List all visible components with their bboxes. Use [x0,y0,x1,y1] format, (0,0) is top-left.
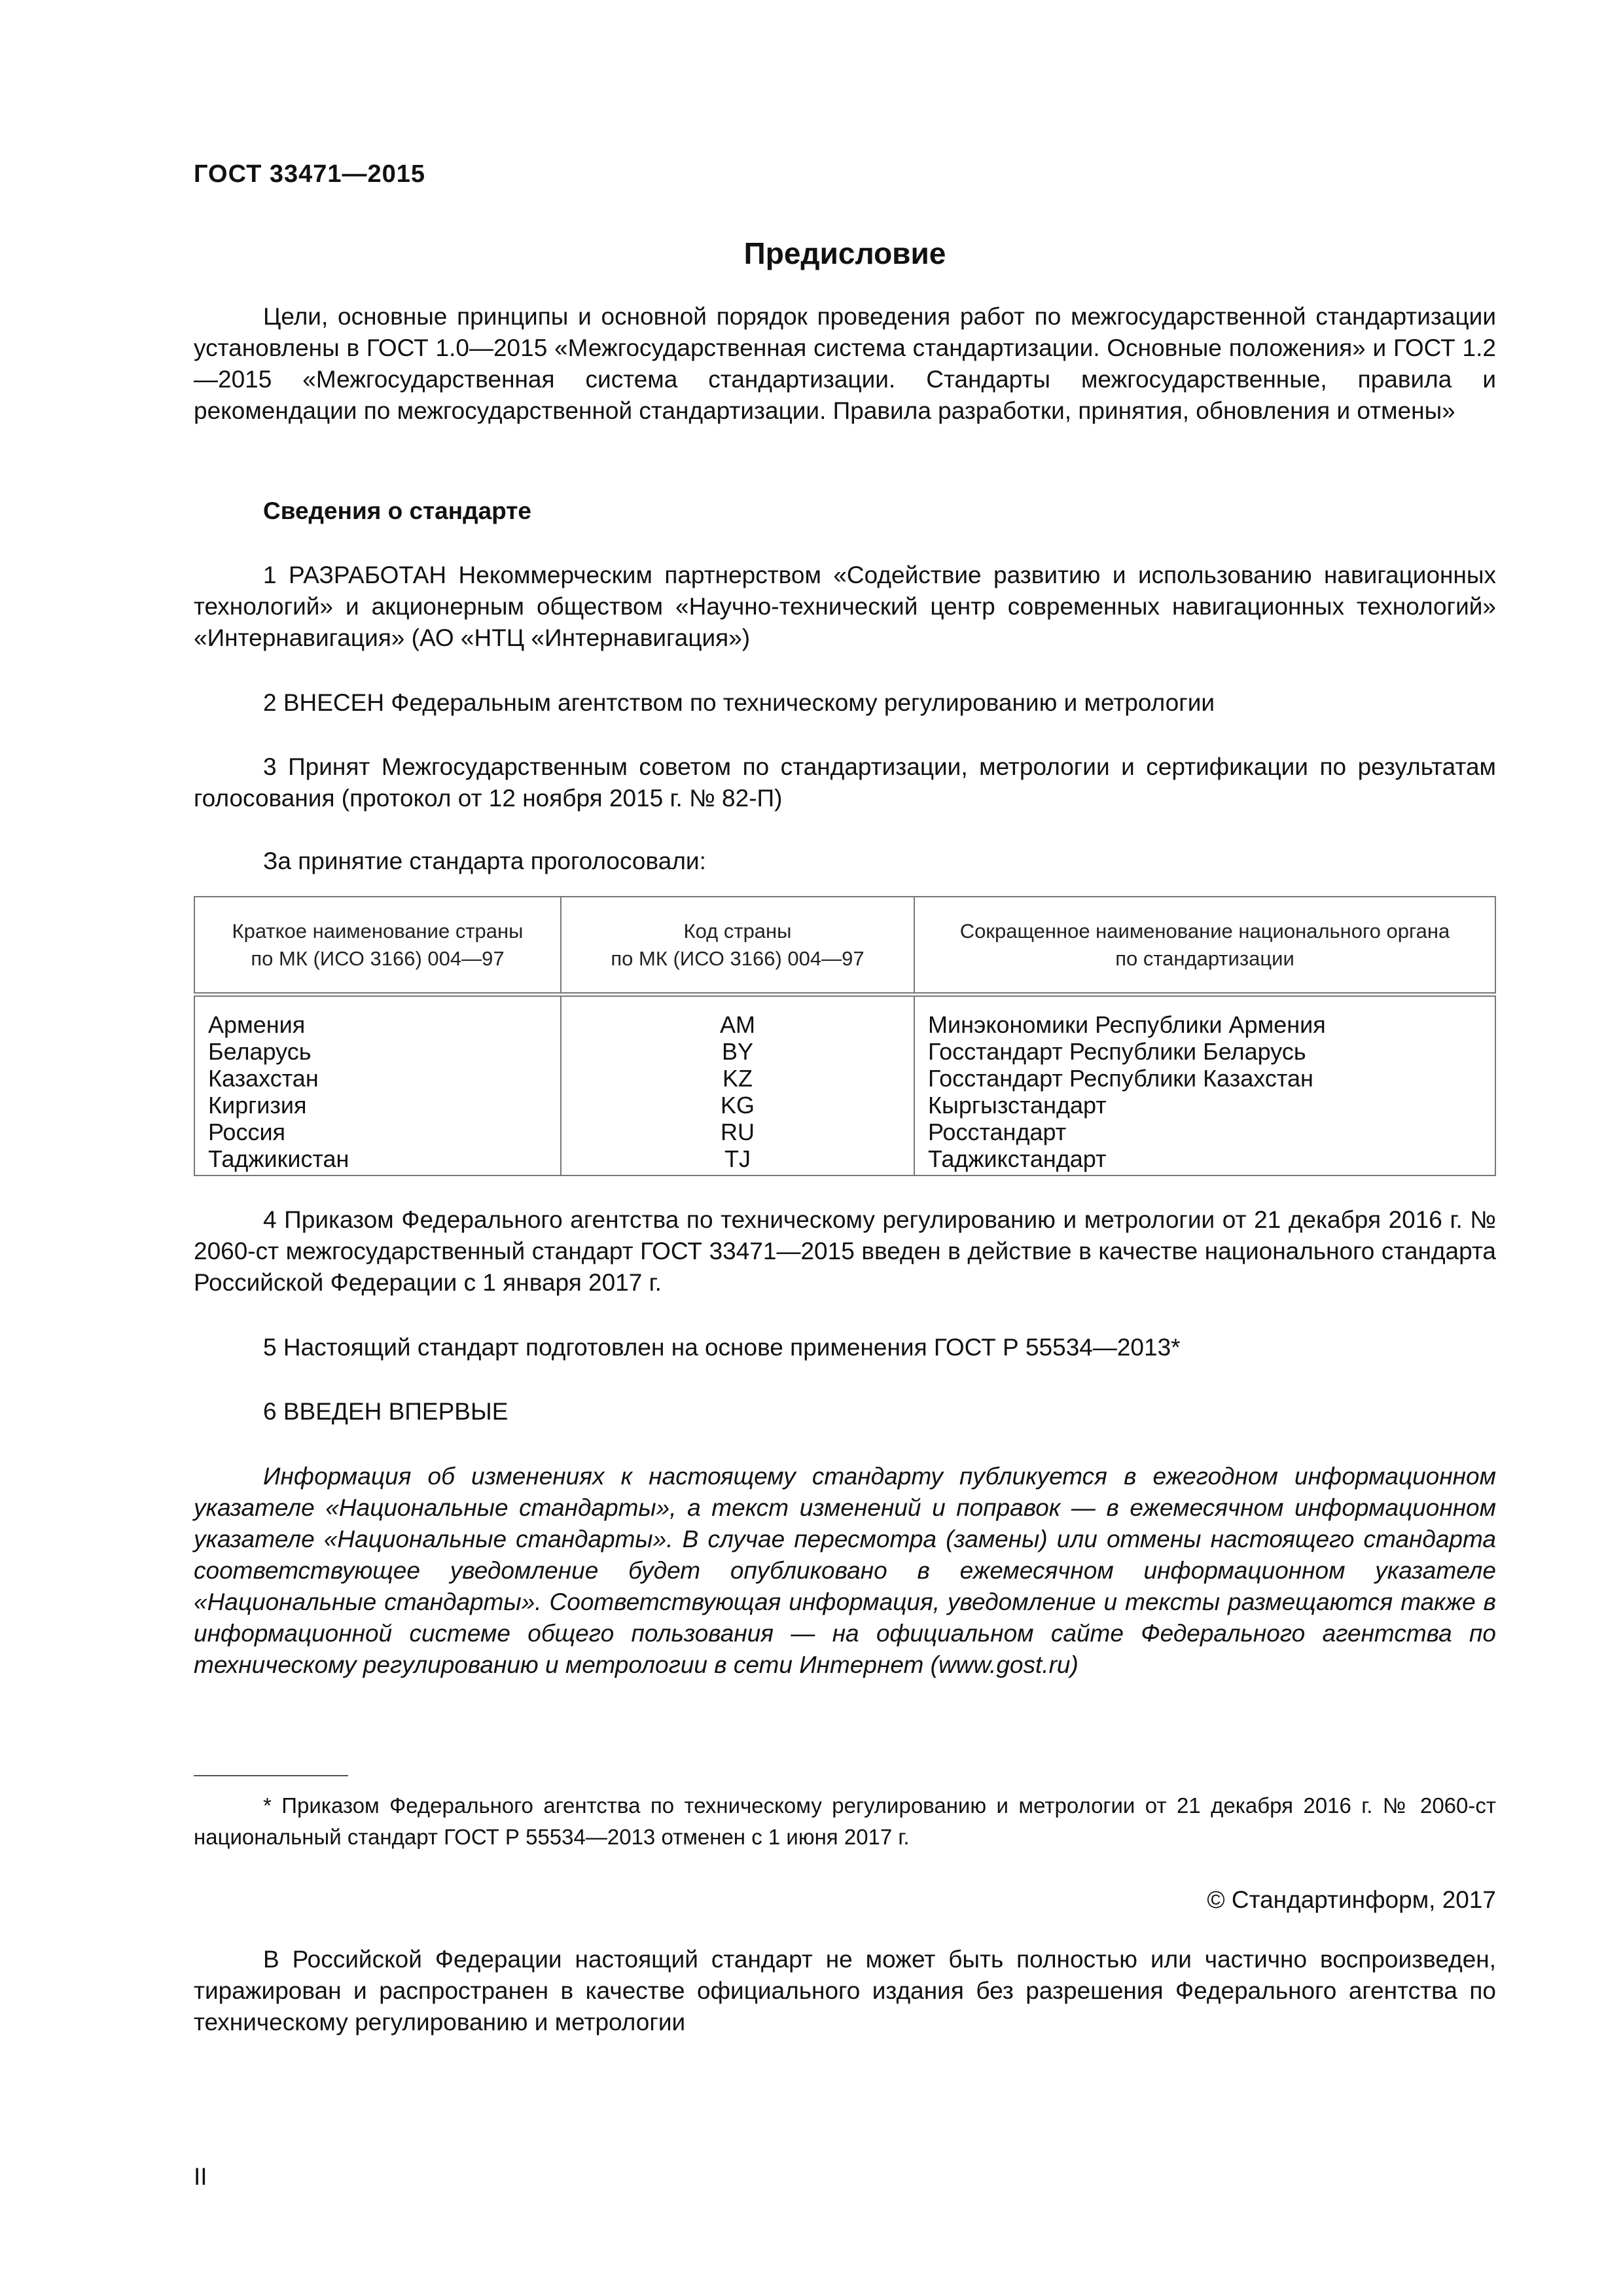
country-cell: Казахстан [194,1065,561,1092]
voting-table [194,896,1496,1176]
country-cell: Киргизия [194,1092,561,1119]
table-row [194,1038,1495,1065]
country-cell: Беларусь [194,1038,561,1065]
country-cell: Армения [194,995,561,1039]
header-line: по МК (ИСО 3166) 004—97 [251,946,505,970]
country-cell: Россия [194,1119,561,1145]
vote-label: За принятие стандарта проголосовали: [263,848,706,874]
table-header-code [561,897,914,995]
item-first-introduced: 6 ВВЕДЕН ВПЕРВЫЕ [263,1398,508,1425]
code-cell: BY [561,1038,914,1065]
page-title: Предисловие [743,236,946,270]
header-line: Сокращенное наименование национального органа [959,919,1450,942]
code-cell: AM [561,995,914,1039]
changes-info-note: Информация об изменениях к настоящему стандарту публикуется в ежегодном информационном указателе «Национальные стандарты», а текст изменений и поправок — в ежемесячном информационном указателе «Национальные стандарты». В случае пересмотра (замены) или отмены настоящего стандарта соответствующее уведомление будет опубликовано в ежемесячном информационном указателе «Национальные стандарты». Соответствующая информация, уведомление и тексты размещаются также в информационной системе общего пользования — на официальном сайте Федерального агентства по техническому регулированию и метрологии в сети Интернет (www.gost.ru) [194,1463,1496,1678]
page-number: II [194,2163,207,2190]
code-cell: RU [561,1119,914,1145]
code-cell: KG [561,1092,914,1119]
header-line: по стандартизации [1115,946,1294,970]
item-developed: 1 РАЗРАБОТАН Некоммерческим партнерством «Содействие развитию и использованию навигационных технологий» и акционерным обществом «Научно-технический центр современных навигационных технологий» «Интернавигация» (АО «НТЦ «Интернавигация») [194,562,1496,651]
header-line: Код страны [683,919,792,942]
item-enacted: 4 Приказом Федерального агентства по техническому регулированию и метрологии от 21 декабря 2016 г. № 2060-ст межгосударственный стандарт ГОСТ 33471—2015 введен в действие в качестве национального стандарта Российской Федерации с 1 января 2017 г. [194,1206,1496,1296]
intro-paragraph: Цели, основные принципы и основной порядок проведения работ по межгосударственной стандартизации установлены в ГОСТ 1.0—2015 «Межгосударственная система стандартизации. Основные положения» и ГОСТ 1.2—2015 «Межгосударственная система стандартизации. Стандарты межгосударственные, правила и рекомендации по межгосударственной стандартизации. Правила разработки, принятия, обновления и отмены» [194,303,1496,424]
authority-cell: Госстандарт Республики Беларусь [914,1038,1495,1065]
table-row [194,1145,1495,1175]
table-row [194,1065,1495,1092]
header-line: Краткое наименование страны [232,919,524,942]
table-row [194,1092,1495,1119]
authority-cell: Таджикстандарт [914,1145,1495,1175]
authority-cell: Госстандарт Республики Казахстан [914,1065,1495,1092]
copyright: © Стандартинформ, 2017 [1207,1886,1496,1913]
code-cell: TJ [561,1145,914,1175]
item-submitted: 2 ВНЕСЕН Федеральным агентством по техническому регулированию и метрологии [263,689,1215,716]
item-basis: 5 Настоящий стандарт подготовлен на основе применения ГОСТ Р 55534—2013* [263,1334,1181,1361]
footnote-divider [194,1775,348,1776]
document-code-header: ГОСТ 33471—2015 [194,160,426,188]
header-line: по МК (ИСО 3166) 004—97 [611,946,865,970]
code-cell: KZ [561,1065,914,1092]
authority-cell: Кыргызстандарт [914,1092,1495,1119]
rights-notice: В Российской Федерации настоящий стандарт не может быть полностью или частично воспроизведен, тиражирован и распространен в качестве официального издания без разрешения Федерального агентства по техническому регулированию и метрологии [194,1946,1496,2036]
footnote: * Приказом Федерального агентства по техническому регулированию и метрологии от 21 декабря 2016 г. № 2060-ст национальный стандарт ГОСТ Р 55534—2013 отменен с 1 июня 2017 г. [194,1793,1496,1849]
table-row [194,995,1495,1039]
item-adopted: 3 Принят Межгосударственным советом по стандартизации, метрологии и сертификации по результатам голосования (протокол от 12 ноября 2015 г. № 82-П) [194,753,1496,812]
section-subtitle: Сведения о стандарте [263,497,531,524]
table-row [194,1119,1495,1145]
country-cell: Таджикистан [194,1145,561,1175]
table-header-authority [914,897,1495,995]
authority-cell: Росстандарт [914,1119,1495,1145]
table-header-row [194,897,1495,995]
authority-cell: Минэкономики Республики Армения [914,995,1495,1039]
table-header-country [194,897,561,995]
